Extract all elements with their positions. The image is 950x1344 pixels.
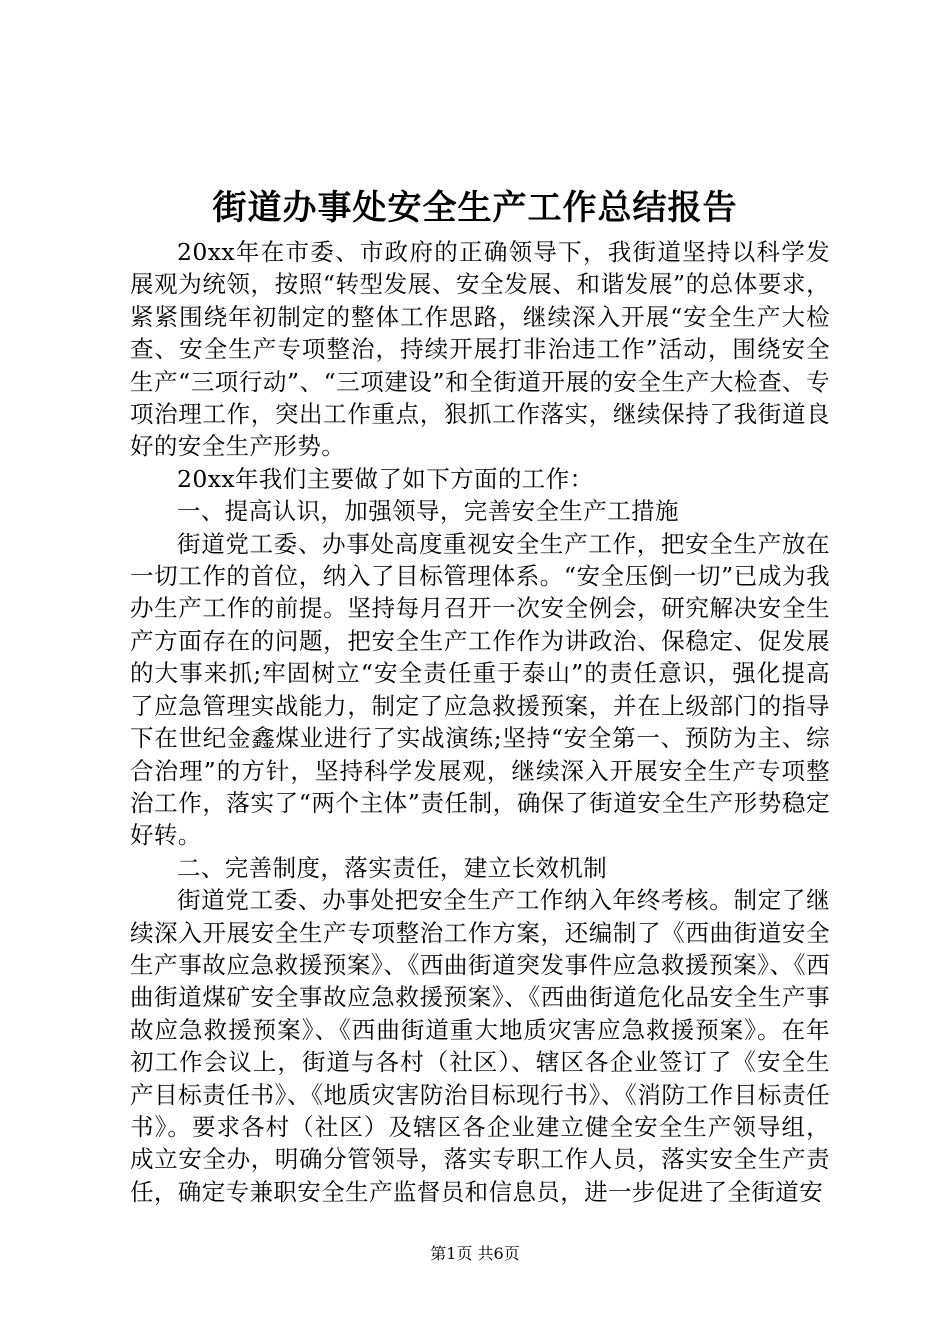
paragraph-intro: 20xx年在市委、市政府的正确领导下，我街道坚持以科学发展观为统领，按照“转型发展、安全发展、和谐发展”的总体要求，紧紧围绕年初制定的整体工作思路，继续深入开展“安全生产大检查、安全生产专项整治，持续开展打非治违工作”活动，围绕安全生产“三项行动”、“三项建设”和全街道开展的安全生产大检查、专项治理工作，突出工作重点，狠抓工作落实，继续保持了我街道良好的安全生产形势。 <box>130 238 830 461</box>
paragraph-section-2: 街道党工委、办事处把安全生产工作纳入年终考核。制定了继续深入开展安全生产专项整治工作方案，还编制了《西曲街道安全生产事故应急救援预案》、《西曲街道突发事件应急救援预案》、《西曲街道煤矿安全事故应急救援预案》、《西曲街道危化品安全生产事故应急救援预案》、《西曲街道重大地质灾害应急救援预案》。在年初工作会议上，街道与各村（社区）、辖区各企业签订了《安全生产目标责任书》、《地质灾害防治目标现行书》、《消防工作目标责任书》。要求各村（社区）及辖区各企业建立健全安全生产领导组，成立安全办，明确分管领导，落实专职工作人员，落实安全生产责任，确定专兼职安全生产监督员和信息员，进一步促进了全街道安 <box>130 886 830 1206</box>
page-footer: 第1页 共6页 <box>430 1244 520 1263</box>
paragraph-work-summary: 20xx年我们主要做了如下方面的工作： <box>177 464 594 493</box>
paragraph-section-1: 街道党工委、办事处高度重视安全生产工作，把安全生产放在一切工作的首位，纳入了目标管理体系。“安全压倒一切”已成为我办生产工作的前提。坚持每月召开一次安全例会，研究解决安全生产方面存在的问题，把安全生产工作作为讲政治、保稳定、促发展的大事来抓;牢固树立“安全责任重于泰山”的责任意识，强化提高了应急管理实战能力，制定了应急救援预案，并在上级部门的指导下在世纪金鑫煤业进行了实战演练;坚持“安全第一、预防为主、综合治理”的方针，坚持科学发展观，继续深入开展安全生产专项整治工作，落实了“两个主体”责任制，确保了街道安全生产形势稳定好转。 <box>130 529 830 850</box>
document-title: 街道办事处安全生产工作总结报告 <box>212 188 738 228</box>
section-heading-2: 二、完善制度，落实责任，建立长效机制 <box>177 853 608 882</box>
section-heading-1: 一、提高认识，加强领导，完善安全生产工措施 <box>177 497 679 526</box>
document-body <box>130 236 830 1208</box>
